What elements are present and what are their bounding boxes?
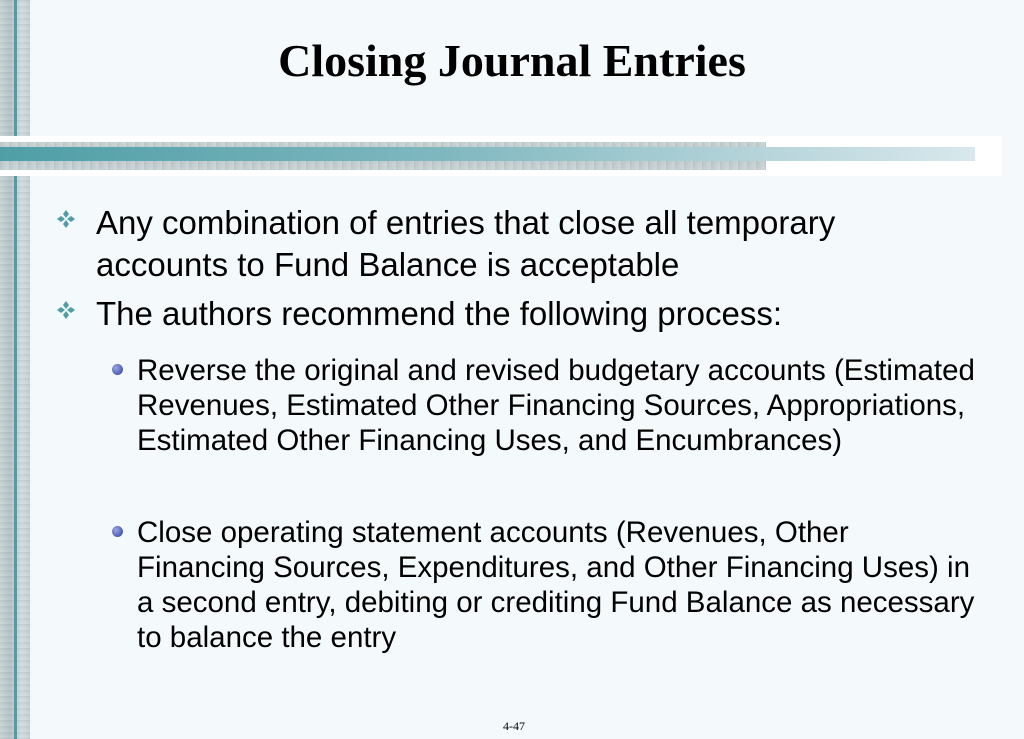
divider-accent-bar <box>0 147 975 161</box>
bullet-text: Any combination of entries that close all temporary accounts to Fund Balance is acceptable <box>96 204 836 283</box>
round-bullet-icon <box>112 526 123 537</box>
left-accent-line <box>14 0 17 739</box>
slide-title: Closing Journal Entries <box>278 35 746 86</box>
diamond-bullet-icon <box>56 209 76 229</box>
sub-bullet-text: Reverse the original and revised budgetary accounts (Estimated Revenues, Estimated Other Financing Sources, Appropriations, Estimated Other Financing Uses, and Encumbrances) <box>137 354 975 457</box>
sub-bullet-text: Close operating statement accounts (Revenues, Other Financing Sources, Expenditures, and Other Financing Uses) in a second entry, debiting or crediting Fund Balance as necessary to balance the entry <box>137 516 975 654</box>
diamond-bullet-icon <box>56 300 76 320</box>
bullet-text: The authors recommend the following process: <box>96 295 783 332</box>
page-number: 4-47 <box>503 719 525 733</box>
round-bullet-icon <box>112 364 123 375</box>
